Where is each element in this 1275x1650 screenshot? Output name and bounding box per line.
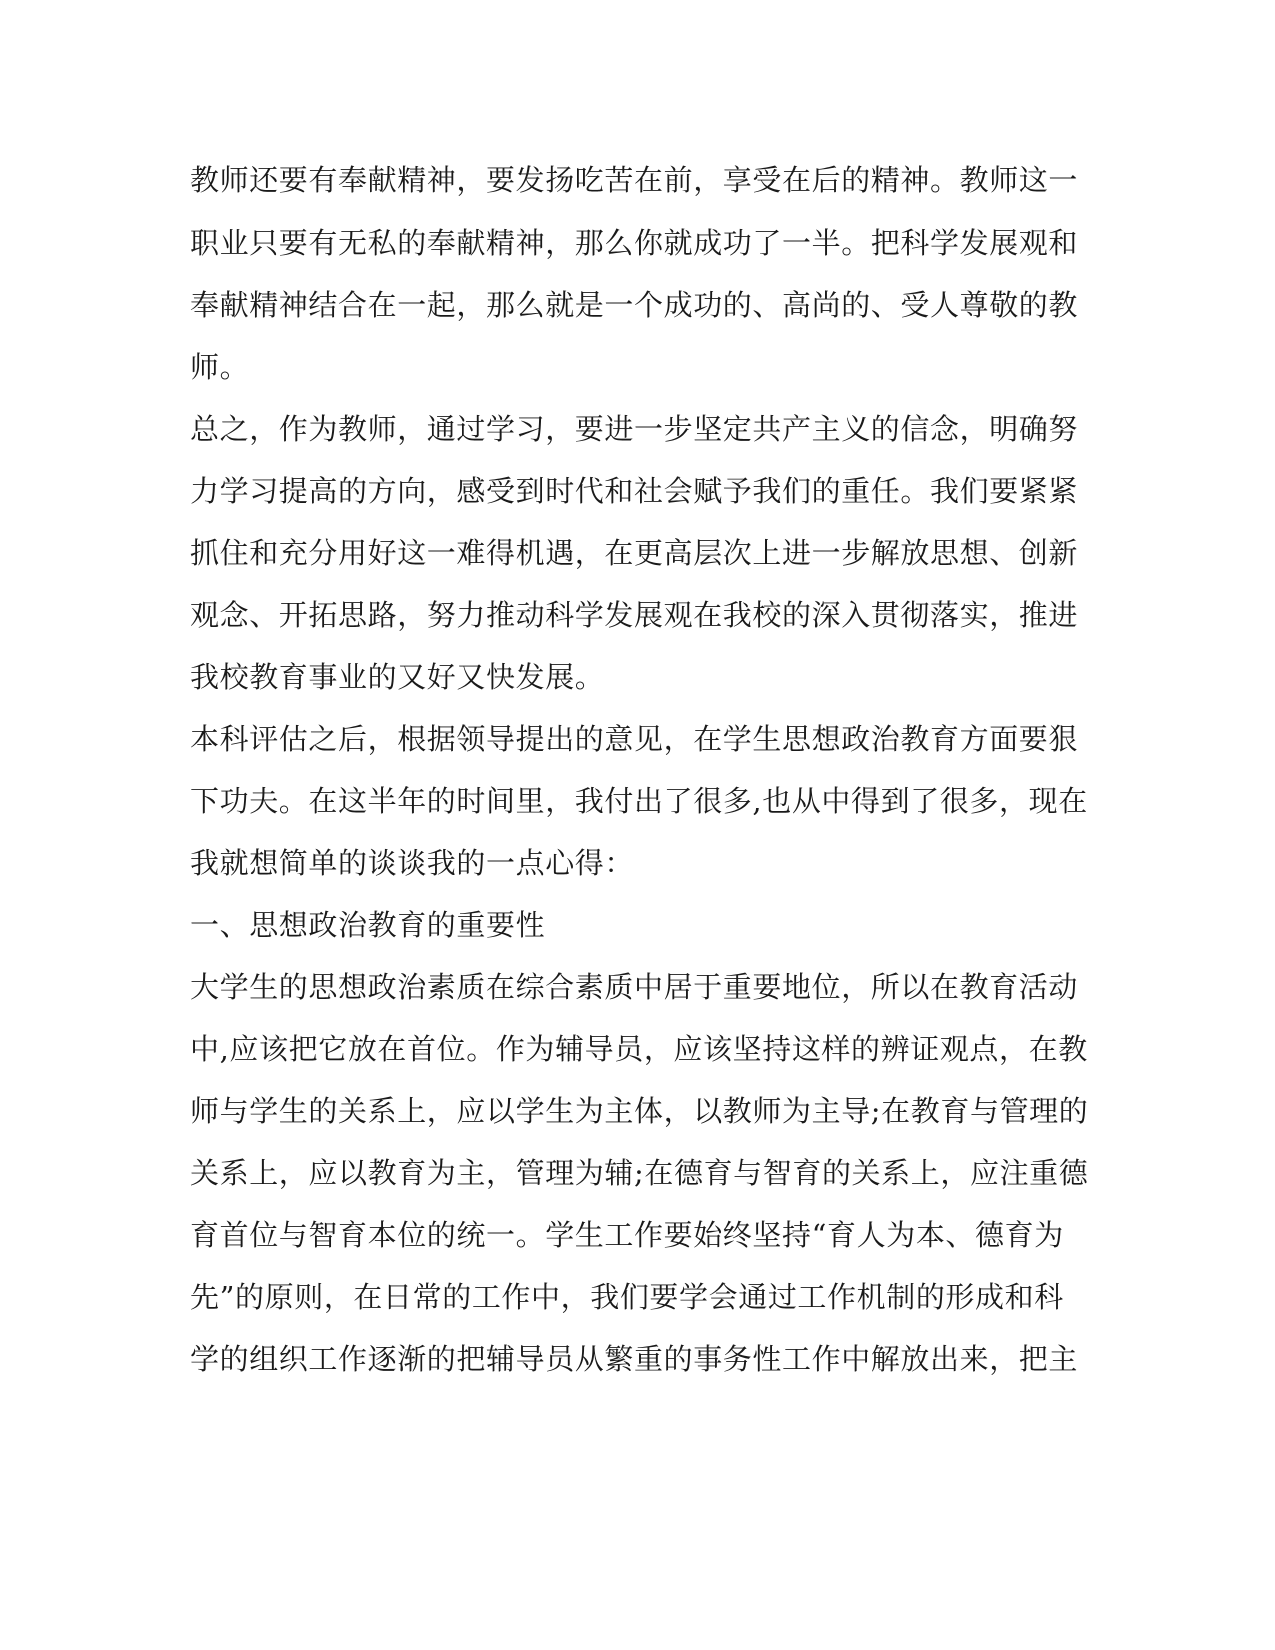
text-line: 我校教育事业的又好又快发展。 [190, 660, 605, 694]
text-line: 师与学生的关系上，应以学生为主体，以教师为主导;在教育与管理的 [190, 1094, 1089, 1128]
text-line: 我就想简单的谈谈我的一点心得： [190, 846, 635, 880]
text-line: 力学习提高的方向，感受到时代和社会赋予我们的重任。我们要紧紧 [190, 474, 1079, 508]
text-line: 关系上，应以教育为主，管理为辅;在德育与智育的关系上，应注重德 [190, 1156, 1089, 1190]
text-line: 观念、开拓思路，努力推动科学发展观在我校的深入贯彻落实，推进 [190, 598, 1079, 632]
text-line: 学的组织工作逐渐的把辅导员从繁重的事务性工作中解放出来，把主 [190, 1342, 1079, 1376]
text-line: 职业只要有无私的奉献精神，那么你就成功了一半。把科学发展观和 [190, 226, 1079, 260]
text-line: 师。 [190, 350, 250, 384]
text-line: 育首位与智育本位的统一。学生工作要始终坚持“育人为本、德育为 [190, 1218, 1064, 1252]
text-line: 教师还要有奉献精神，要发扬吃苦在前，享受在后的精神。教师这一 [190, 163, 1079, 197]
text-line: 本科评估之后，根据领导提出的意见，在学生思想政治教育方面要狠 [190, 722, 1079, 756]
section-heading: 一、思想政治教育的重要性 [190, 908, 546, 942]
text-line: 大学生的思想政治素质在综合素质中居于重要地位，所以在教育活动 [190, 970, 1079, 1004]
text-line: 中,应该把它放在首位。作为辅导员，应该坚持这样的辨证观点，在教 [190, 1032, 1088, 1066]
text-line: 下功夫。在这半年的时间里，我付出了很多,也从中得到了很多，现在 [190, 784, 1088, 818]
text-line: 抓住和充分用好这一难得机遇，在更高层次上进一步解放思想、创新 [190, 536, 1079, 570]
text-line: 先”的原则，在日常的工作中，我们要学会通过工作机制的形成和科 [190, 1280, 1064, 1314]
text-line: 奉献精神结合在一起，那么就是一个成功的、高尚的、受人尊敬的教 [190, 288, 1079, 322]
text-line: 总之，作为教师，通过学习，要进一步坚定共产主义的信念，明确努 [190, 412, 1079, 446]
